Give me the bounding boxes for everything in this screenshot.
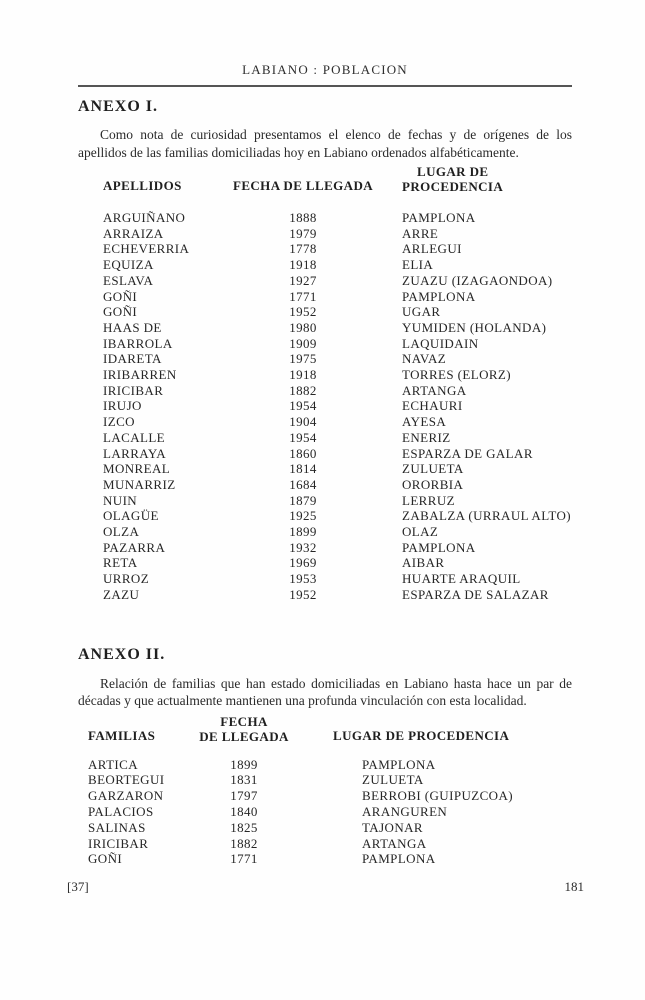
table-row: [103, 493, 572, 509]
column-header-lugar-de-procedencia: LUGAR DE PROCEDENCIA: [333, 727, 510, 743]
family-name-cell: SALINAS: [88, 819, 146, 835]
arrival-year-cell: 1831: [230, 772, 258, 788]
table-row: [103, 414, 572, 430]
table-row: [103, 257, 572, 273]
surname-cell: LARRAYA: [103, 445, 167, 461]
arrival-year-cell: 1927: [289, 272, 317, 288]
surname-cell: ECHEVERRIA: [103, 241, 190, 257]
page-footer: [67, 878, 584, 895]
origin-place-cell: NAVAZ: [402, 351, 447, 367]
anexo2-table-header: [88, 714, 572, 744]
column-header-apellidos: APELLIDOS: [103, 178, 182, 193]
surname-cell: IBARROLA: [103, 335, 173, 351]
table-row: [103, 555, 572, 571]
surname-cell: ESLAVA: [103, 272, 154, 288]
surname-cell: IRIBARREN: [103, 367, 177, 383]
table-row: [103, 508, 572, 524]
table-row: [88, 851, 572, 867]
family-name-cell: PALACIOS: [88, 803, 154, 819]
origin-place-cell: HUARTE ARAQUIL: [402, 571, 521, 587]
surname-cell: IRUJO: [103, 398, 142, 414]
table-row: [103, 461, 572, 477]
surname-cell: LACALLE: [103, 429, 166, 445]
origin-place-cell: ESPARZA DE SALAZAR: [402, 586, 549, 602]
origin-place-cell: ARTANGA: [402, 382, 467, 398]
arrival-year-cell: 1952: [289, 586, 317, 602]
table-row: [103, 304, 572, 320]
table-row: [103, 241, 572, 257]
anexo2-heading: ANEXO II.: [78, 645, 166, 663]
surname-cell: ARRAIZA: [103, 225, 164, 241]
table-row: [88, 804, 572, 820]
origin-place-cell: PAMPLONA: [362, 756, 436, 772]
anexo1-table: [78, 164, 572, 603]
family-name-cell: GARZARON: [88, 788, 164, 804]
arrival-year-cell: 1954: [289, 398, 317, 414]
surname-cell: HAAS DE: [103, 319, 162, 335]
table-row: [103, 210, 572, 226]
page-number: 181: [564, 879, 584, 895]
origin-place-cell: PAMPLONA: [362, 851, 436, 867]
arrival-year-cell: 1953: [289, 571, 317, 587]
origin-place-cell: ECHAURI: [402, 398, 463, 414]
anexo2-table-body: [88, 757, 572, 868]
surname-cell: ARGUIÑANO: [103, 210, 186, 225]
table-row: [88, 757, 572, 773]
arrival-year-cell: 1840: [230, 803, 258, 819]
family-name-cell: BEORTEGUI: [88, 772, 165, 788]
column-header-lugar-de-procedencia: LUGAR DE PROCEDENCIA: [402, 164, 504, 194]
running-header: LABIANO : POBLACION: [242, 62, 408, 77]
arrival-year-cell: 1860: [289, 445, 317, 461]
surname-cell: URROZ: [103, 571, 150, 587]
table-row: [88, 772, 572, 788]
origin-place-cell: ARRE: [402, 225, 439, 241]
column-header-familias: FAMILIAS: [88, 727, 156, 743]
anexo2-intro: Relación de familias que han estado domiciliadas en Labiano hasta hace un par de décadas y que actualmente mantienen una profunda vinculación con esta localidad.: [78, 675, 572, 709]
arrival-year-cell: 1825: [230, 819, 258, 835]
table-row: [88, 836, 572, 852]
origin-place-cell: UGAR: [402, 304, 441, 320]
arrival-year-cell: 1918: [289, 257, 317, 273]
arrival-year-cell: 1882: [230, 835, 258, 851]
arrival-year-cell: 1969: [289, 555, 317, 571]
table-row: [103, 446, 572, 462]
table-row: [103, 289, 572, 305]
table-row: [103, 524, 572, 540]
arrival-year-cell: 1778: [289, 241, 317, 257]
table-row: [103, 367, 572, 383]
surname-cell: IRICIBAR: [103, 382, 164, 398]
table-row: [88, 820, 572, 836]
origin-place-cell: ZABALZA (URRAUL ALTO): [402, 508, 571, 524]
table-row: [103, 398, 572, 414]
arrival-year-cell: 1888: [289, 210, 317, 225]
surname-cell: OLZA: [103, 524, 140, 540]
surname-cell: IDARETA: [103, 351, 162, 367]
arrival-year-cell: 1932: [289, 539, 317, 555]
surname-cell: GOÑI: [103, 304, 138, 320]
table-row: [103, 351, 572, 367]
arrival-year-cell: 1882: [289, 382, 317, 398]
table-row: [103, 587, 572, 603]
surname-cell: RETA: [103, 555, 138, 571]
arrival-year-cell: 1918: [289, 367, 317, 383]
arrival-year-cell: 1899: [230, 756, 258, 772]
arrival-year-cell: 1771: [289, 288, 317, 304]
origin-place-cell: TORRES (ELORZ): [402, 367, 511, 383]
surname-cell: MUNARRIZ: [103, 476, 176, 492]
family-name-cell: GOÑI: [88, 851, 123, 867]
anexo1-intro: Como nota de curiosidad presentamos el elenco de fechas y de orígenes de los apellidos de las familias domiciliadas hoy en Labiano ordenados alfabéticamente.: [78, 127, 572, 160]
table-row: [103, 336, 572, 352]
arrival-year-cell: 1879: [289, 492, 317, 508]
arrival-year-cell: 1797: [230, 788, 258, 804]
origin-place-cell: YUMIDEN (HOLANDA): [402, 319, 547, 335]
surname-cell: EQUIZA: [103, 257, 154, 273]
origin-place-cell: ENERIZ: [402, 429, 451, 445]
arrival-year-cell: 1899: [289, 524, 317, 540]
arrival-year-cell: 1904: [289, 414, 317, 430]
origin-place-cell: ARANGUREN: [362, 803, 448, 819]
family-name-cell: IRICIBAR: [88, 835, 149, 851]
origin-place-cell: LERRUZ: [402, 492, 455, 508]
surname-cell: MONREAL: [103, 461, 171, 477]
surname-cell: PAZARRA: [103, 539, 166, 555]
arrival-year-cell: 1952: [289, 304, 317, 320]
surname-cell: IZCO: [103, 414, 135, 430]
arrival-year-cell: 1771: [230, 851, 258, 867]
origin-place-cell: ARTANGA: [362, 835, 427, 851]
header-rule: [78, 85, 572, 87]
origin-place-cell: ORORBIA: [402, 476, 464, 492]
table-row: [103, 320, 572, 336]
origin-place-cell: AYESA: [402, 414, 447, 430]
arrival-year-cell: 1954: [289, 429, 317, 445]
origin-place-cell: PAMPLONA: [402, 539, 476, 555]
surname-cell: GOÑI: [103, 288, 138, 304]
anexo1-table-header: [103, 164, 572, 194]
arrival-year-cell: 1980: [289, 319, 317, 335]
origin-place-cell: PAMPLONA: [402, 288, 476, 304]
table-row: [103, 226, 572, 242]
surname-cell: ZAZU: [103, 586, 140, 602]
table-row: [103, 383, 572, 399]
table-row: [103, 430, 572, 446]
origin-place-cell: ZULUETA: [362, 772, 424, 788]
arrival-year-cell: 1909: [289, 335, 317, 351]
origin-place-cell: TAJONAR: [362, 819, 423, 835]
arrival-year-cell: 1925: [289, 508, 317, 524]
origin-place-cell: ARLEGUI: [402, 241, 462, 257]
origin-place-cell: OLAZ: [402, 524, 439, 540]
anexo1-heading: ANEXO I.: [78, 98, 159, 115]
origin-place-cell: LAQUIDAIN: [402, 335, 479, 351]
table-row: [103, 571, 572, 587]
anexo1-table-body: [103, 210, 572, 603]
origin-place-cell: ZUAZU (IZAGAONDOA): [402, 272, 553, 288]
origin-place-cell: ELIA: [402, 257, 434, 273]
arrival-year-cell: 1975: [289, 351, 317, 367]
anexo2-table: [78, 714, 572, 868]
column-header-fecha-de-llegada: FECHA DE LLEGADA: [232, 178, 374, 193]
surname-cell: OLAGÜE: [103, 508, 159, 524]
footnote-number: [37]: [67, 879, 89, 895]
origin-place-cell: AIBAR: [402, 555, 445, 571]
table-row: [88, 788, 572, 804]
table-row: [103, 477, 572, 493]
origin-place-cell: PAMPLONA: [402, 210, 476, 225]
family-name-cell: ARTICA: [88, 756, 139, 772]
origin-place-cell: ESPARZA DE GALAR: [402, 445, 533, 461]
table-row: [103, 273, 572, 289]
table-row: [103, 540, 572, 556]
arrival-year-cell: 1814: [289, 461, 317, 477]
origin-place-cell: BERROBI (GUIPUZCOA): [362, 788, 513, 804]
arrival-year-cell: 1979: [289, 225, 317, 241]
surname-cell: NUIN: [103, 492, 138, 508]
arrival-year-cell: 1684: [289, 476, 317, 492]
origin-place-cell: ZULUETA: [402, 461, 464, 477]
column-header-fecha-de-llegada: FECHA DE LLEGADA: [199, 713, 289, 744]
